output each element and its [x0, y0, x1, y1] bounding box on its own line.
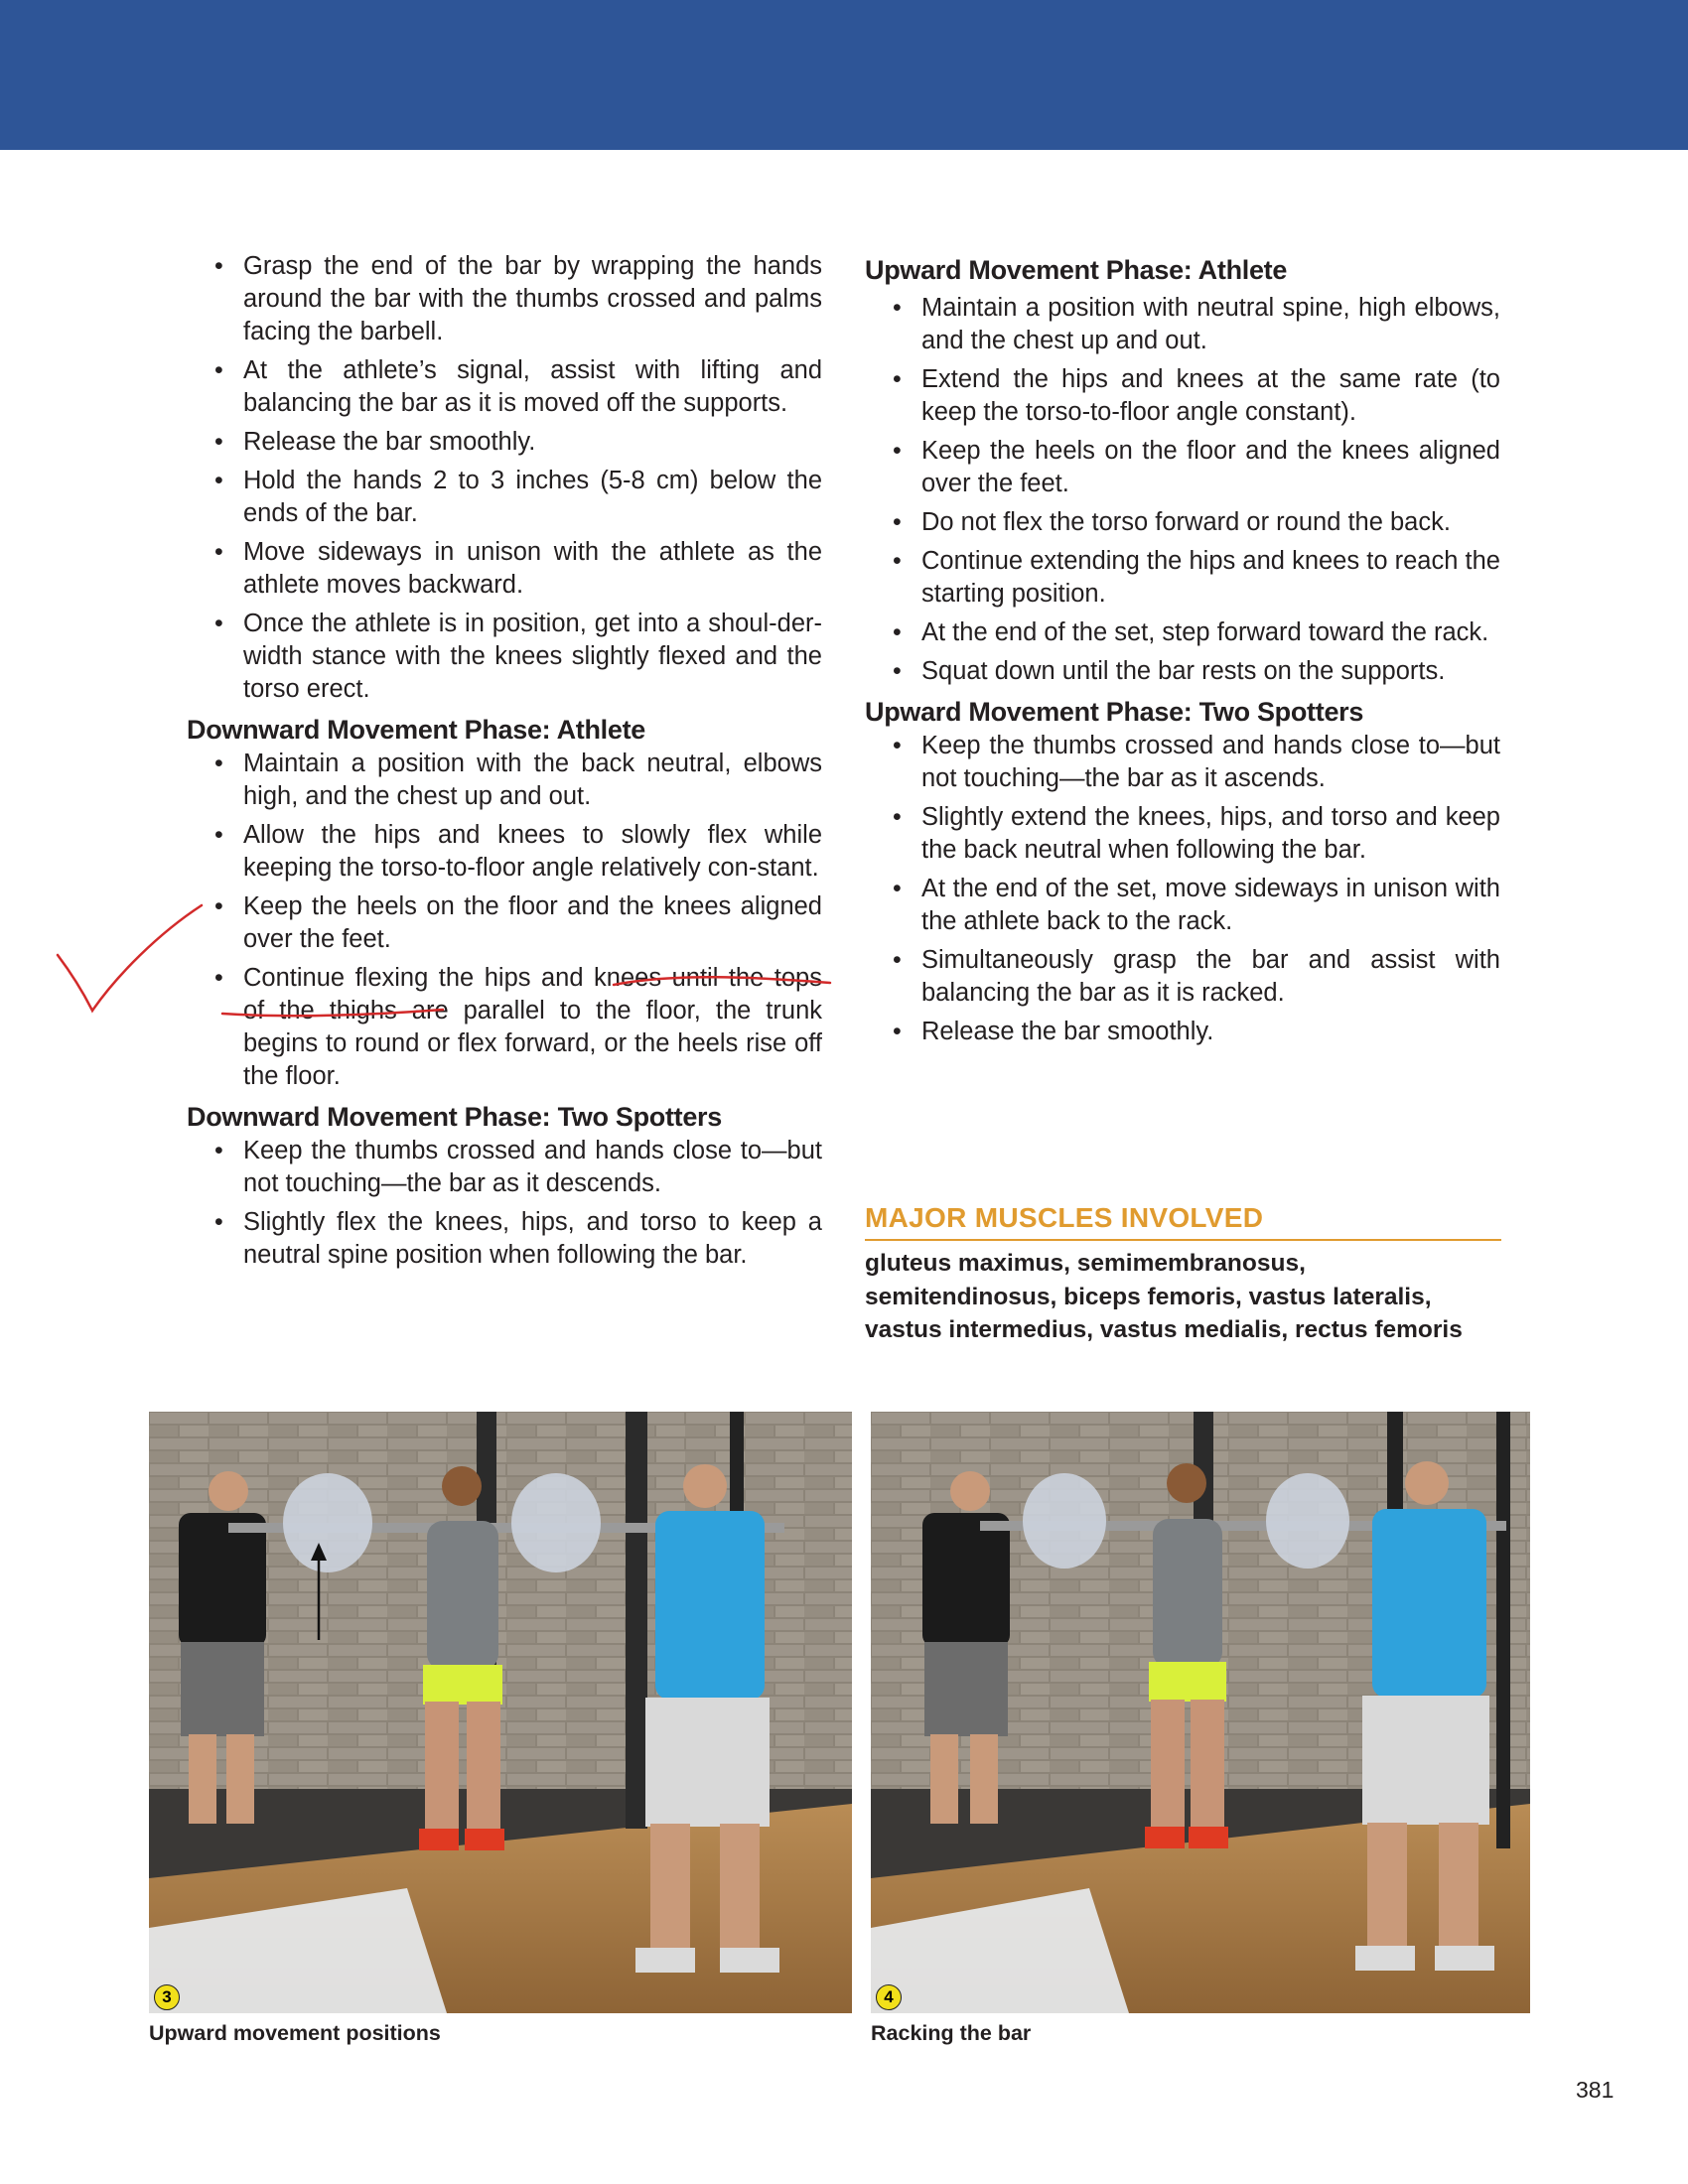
checkmark-icon: [58, 905, 202, 1011]
list-item: • Do not flex the torso forward or round the back.: [865, 506, 1500, 539]
list-item: • Keep the thumbs crossed and hands close to—but not touching—the bar as it ascends.: [865, 730, 1500, 795]
list-item: • Slightly extend the knees, hips, and torso and keep the back neutral when following the bar.: [865, 801, 1500, 867]
list-item: • Grasp the end of the bar by wrapping the hands around the bar with the thumbs crossed and palms facing the barbell.: [187, 250, 822, 348]
list-item: • At the end of the set, step forward toward the rack.: [865, 616, 1500, 649]
list-item: • Allow the hips and knees to slowly flex while keeping the torso-to-floor angle relatively con-stant.: [187, 819, 822, 885]
page-number: 381: [1576, 2077, 1615, 2103]
right-column: [865, 252, 1500, 1054]
list-item: • At the end of the set, move sideways in unison with the athlete back to the rack.: [865, 873, 1500, 938]
list-item: • Release the bar smoothly.: [187, 426, 822, 459]
downward-athlete-heading: Downward Movement Phase: Athlete: [187, 715, 645, 745]
list-item: • Slightly flex the knees, hips, and torso to keep a neutral spine position when following the bar.: [187, 1206, 822, 1272]
upward-spotters-heading: Upward Movement Phase: Two Spotters: [865, 697, 1364, 727]
list-item: • Keep the thumbs crossed and hands close to—but not touching—the bar as it descends.: [187, 1135, 822, 1200]
list-item: • Keep the heels on the floor and the knees aligned over the feet.: [187, 890, 822, 956]
muscles-heading: MAJOR MUSCLES INVOLVED: [865, 1199, 1501, 1241]
figure-number-badge: 4: [876, 1984, 902, 2010]
downward-spotters-heading: Downward Movement Phase: Two Spotters: [187, 1102, 722, 1132]
figure-number-badge: 3: [154, 1984, 180, 2010]
list-item: • Move sideways in unison with the athlete as the athlete moves backward.: [187, 536, 822, 602]
list-item: • Maintain a position with the back neutral, elbows high, and the chest up and out.: [187, 748, 822, 813]
photo-illustration: [149, 1412, 852, 2013]
list-item: • At the athlete’s signal, assist with lifting and balancing the bar as it is moved off the supports.: [187, 354, 822, 420]
upward-athlete-list: [865, 292, 1500, 688]
list-item: • Once the athlete is in position, get into a shoul-der-width stance with the knees slightly flexed and the torso erect.: [187, 608, 822, 706]
header-band: [0, 0, 1688, 150]
photo-illustration: [871, 1412, 1530, 2013]
photo-upward-movement: [149, 1412, 852, 2013]
upward-athlete-heading: Upward Movement Phase: Athlete: [865, 255, 1288, 285]
list-item: • Keep the heels on the floor and the knees aligned over the feet.: [865, 435, 1500, 500]
left-column: [187, 250, 822, 1278]
list-item: • Squat down until the bar rests on the supports.: [865, 655, 1500, 688]
list-item: • Maintain a position with neutral spine, high elbows, and the chest up and out.: [865, 292, 1500, 357]
figure-caption: Racking the bar: [871, 2021, 1032, 2045]
list-item: • Hold the hands 2 to 3 inches (5-8 cm) below the ends of the bar.: [187, 465, 822, 530]
spotter-setup-list: [187, 250, 822, 706]
muscles-list: gluteus maximus, semimembranosus, semitendinosus, biceps femoris, vastus lateralis, vastus intermedius, vastus medialis, rectus femoris: [865, 1250, 1463, 1343]
downward-athlete-list: [187, 748, 822, 1093]
upward-spotters-list: [865, 730, 1500, 1048]
photo-racking-the-bar: [871, 1412, 1530, 2013]
list-item: • Release the bar smoothly.: [865, 1016, 1500, 1048]
list-item: • Simultaneously grasp the bar and assist with balancing the bar as it is racked.: [865, 944, 1500, 1010]
downward-spotters-list: [187, 1135, 822, 1272]
figure-caption: Upward movement positions: [149, 2021, 441, 2045]
list-item: • Continue flexing the hips and knees until the tops of the thighs are parallel to the floor, the trunk begins to round or flex forward, or the heels rise off the floor.: [187, 962, 822, 1093]
list-item: • Extend the hips and knees at the same rate (to keep the torso-to-floor angle constant).: [865, 363, 1500, 429]
list-item: • Continue extending the hips and knees to reach the starting position.: [865, 545, 1500, 611]
